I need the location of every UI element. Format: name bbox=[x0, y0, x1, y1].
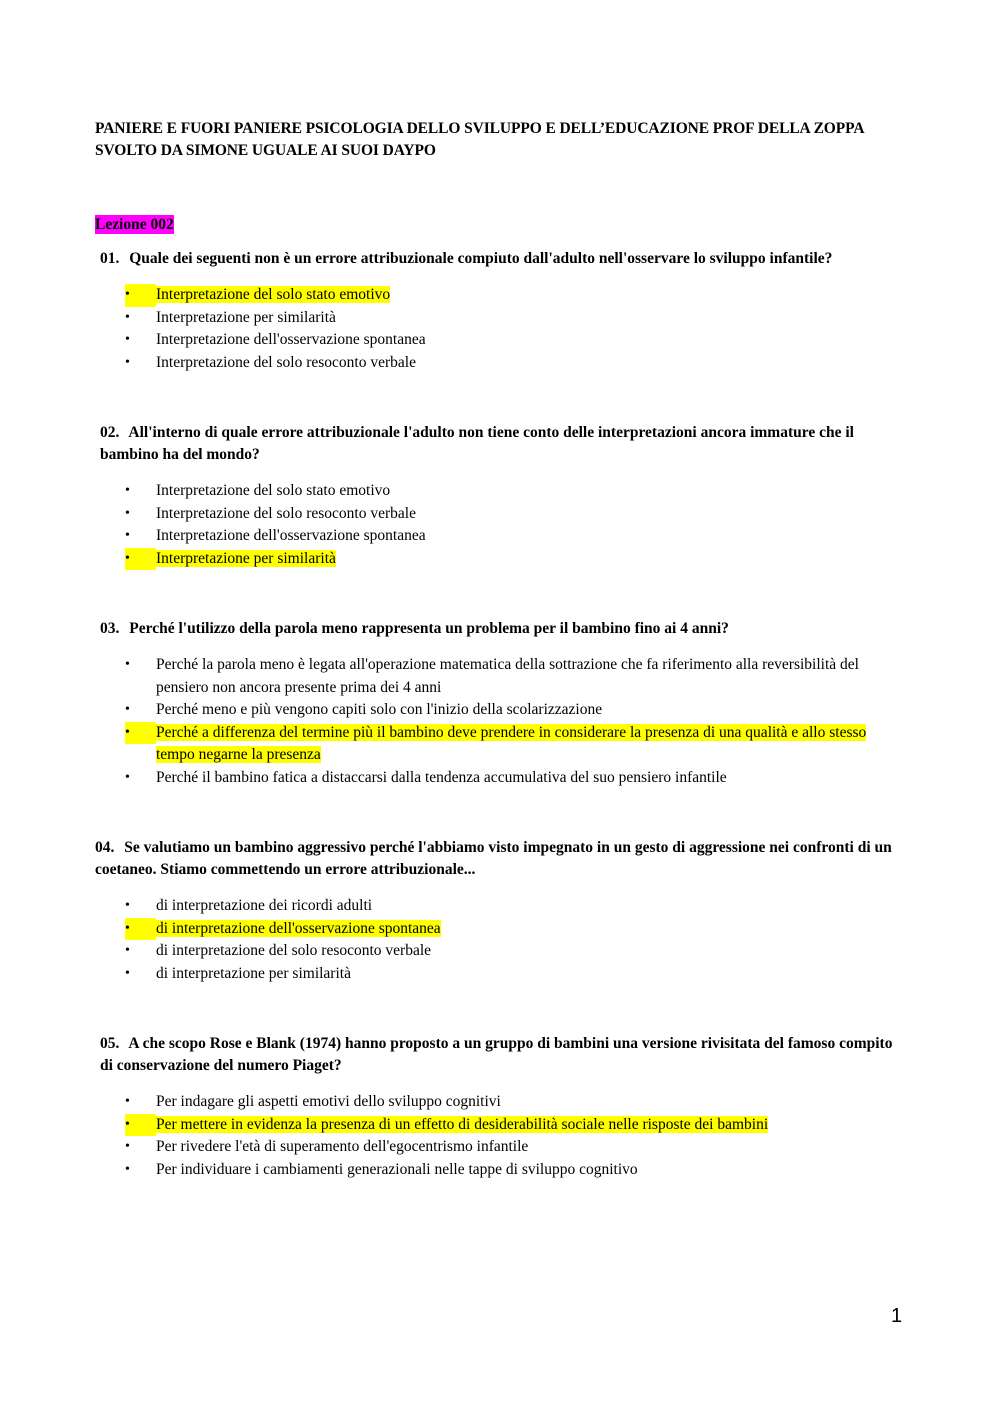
answer-item bbox=[95, 307, 905, 330]
answer-item bbox=[95, 525, 905, 548]
spacer bbox=[95, 985, 905, 1033]
answer-item-correct bbox=[95, 284, 905, 307]
bullet-icon: • bbox=[125, 548, 156, 571]
bullet-icon: • bbox=[125, 1114, 156, 1137]
bullet-icon: • bbox=[125, 483, 130, 498]
answer-text: di interpretazione dell'osservazione spontanea bbox=[156, 919, 441, 937]
question-label: A che scopo Rose e Blank (1974) hanno proposto a un gruppo di bambini una versione rivisitata del famoso compito di conservazione del numero Piaget? bbox=[100, 1035, 893, 1074]
question-text bbox=[95, 618, 905, 640]
answer-item bbox=[95, 1136, 905, 1159]
answer-item bbox=[95, 767, 905, 790]
answer-list bbox=[95, 654, 905, 789]
bullet-icon: • bbox=[125, 965, 130, 981]
bullet-icon: • bbox=[125, 1139, 130, 1154]
answer-text: di interpretazione dei ricordi adulti bbox=[156, 897, 373, 914]
answer-text: Interpretazione dell'osservazione spontanea bbox=[156, 527, 426, 544]
bullet-icon: • bbox=[125, 284, 156, 307]
question-block bbox=[95, 1033, 905, 1181]
answer-item bbox=[95, 940, 905, 963]
bullet-icon: • bbox=[125, 332, 130, 347]
question-number: 01. bbox=[100, 250, 120, 267]
bullet-icon: • bbox=[125, 657, 130, 672]
answer-item bbox=[95, 503, 905, 526]
answer-item bbox=[95, 963, 905, 986]
question-text bbox=[95, 248, 905, 270]
page-number: 1 bbox=[891, 1305, 903, 1327]
answer-text: Interpretazione del solo resoconto verbale bbox=[156, 353, 416, 371]
question-text bbox=[95, 837, 905, 881]
answer-item-correct bbox=[95, 1114, 905, 1137]
answer-item bbox=[95, 1159, 905, 1182]
answer-text: Interpretazione dell'osservazione spontanea bbox=[156, 331, 426, 348]
answer-text: Perché la parola meno è legata all'operazione matematica della sottrazione che fa riferimento alla reversibilità del pensiero non ancora presente prima dei 4 anni bbox=[156, 656, 859, 696]
answer-text: Interpretazione del solo stato emotivo bbox=[156, 286, 391, 303]
answer-text: Per individuare i cambiamenti generazionali nelle tappe di sviluppo cognitivo bbox=[156, 1160, 638, 1178]
question-label: All'interno di quale errore attribuzionale l'adulto non tiene conto delle interpretazioni ancora immature che il bambino ha del mondo? bbox=[100, 424, 854, 463]
question-label: Quale dei seguenti non è un errore attribuzionale compiuto dall'adulto nell'osservare lo sviluppo infantile? bbox=[129, 250, 833, 267]
answer-item bbox=[95, 1091, 905, 1114]
answer-text: Per indagare gli aspetti emotivi dello sviluppo cognitivi bbox=[156, 1093, 501, 1110]
document-title: PANIERE E FUORI PANIERE PSICOLOGIA DELLO SVILUPPO E DELL’EDUCAZIONE PROF DELLA ZOPPA SVOLTO DA SIMONE UGUALE AI SUOI DAYPO bbox=[95, 120, 864, 159]
answer-text: Per rivedere l'età di superamento dell'egocentrismo infantile bbox=[156, 1138, 529, 1155]
document-page bbox=[95, 118, 905, 1181]
bullet-icon: • bbox=[125, 505, 130, 521]
spacer bbox=[95, 789, 905, 837]
question-label: Se valutiamo un bambino aggressivo perché l'abbiamo visto impegnato in un gesto di aggressione nei confronti di un coetaneo. Stiamo commettendo un errore attribuzionale... bbox=[95, 839, 892, 878]
question-text bbox=[95, 422, 905, 466]
bullet-icon: • bbox=[125, 354, 130, 370]
answer-item-correct bbox=[95, 722, 905, 767]
question-label: Perché l'utilizzo della parola meno rappresenta un problema per il bambino fino ai 4 anni? bbox=[129, 620, 729, 637]
spacer bbox=[95, 570, 905, 618]
question-text bbox=[95, 1033, 905, 1077]
answer-text: Perché a differenza del termine più il bambino deve prendere in considerare la presenza di una qualità e allo stesso tempo negarne la presenza bbox=[156, 723, 867, 763]
answer-text: di interpretazione per similarità bbox=[156, 964, 351, 982]
answer-list bbox=[95, 480, 905, 570]
bullet-icon: • bbox=[125, 1161, 130, 1177]
question-number: 03. bbox=[100, 620, 120, 637]
answer-text: Perché il bambino fatica a distaccarsi dalla tendenza accumulativa del suo pensiero infantile bbox=[156, 768, 727, 786]
answer-text: di interpretazione del solo resoconto verbale bbox=[156, 942, 432, 959]
bullet-icon: • bbox=[125, 528, 130, 543]
answer-list bbox=[95, 284, 905, 374]
lesson-heading bbox=[95, 214, 905, 236]
question-number: 05. bbox=[100, 1035, 120, 1052]
question-block bbox=[95, 837, 905, 985]
answer-item bbox=[95, 654, 905, 699]
answer-item bbox=[95, 352, 905, 375]
bullet-icon: • bbox=[125, 1094, 130, 1109]
answer-item bbox=[95, 895, 905, 918]
answer-item bbox=[95, 699, 905, 722]
question-list bbox=[95, 248, 905, 1181]
answer-text: Interpretazione per similarità bbox=[156, 549, 336, 567]
bullet-icon: • bbox=[125, 309, 130, 325]
question-block bbox=[95, 422, 905, 570]
answer-list bbox=[95, 895, 905, 985]
answer-text: Perché meno e più vengono capiti solo con l'inizio della scolarizzazione bbox=[156, 701, 603, 718]
question-block bbox=[95, 618, 905, 789]
bullet-icon: • bbox=[125, 702, 130, 717]
question-number: 04. bbox=[95, 839, 115, 856]
answer-item-correct bbox=[95, 548, 905, 571]
answer-item bbox=[95, 329, 905, 352]
answer-text: Per mettere in evidenza la presenza di un effetto di desiderabilità sociale nelle risposte dei bambini bbox=[156, 1115, 769, 1133]
answer-item bbox=[95, 480, 905, 503]
bullet-icon: • bbox=[125, 918, 156, 941]
question-block bbox=[95, 248, 905, 374]
bullet-icon: • bbox=[125, 898, 130, 913]
lesson-label: Lezione 002 bbox=[95, 216, 174, 233]
answer-text: Interpretazione per similarità bbox=[156, 308, 336, 326]
question-number: 02. bbox=[100, 424, 120, 441]
spacer bbox=[95, 374, 905, 422]
bullet-icon: • bbox=[125, 943, 130, 958]
answer-text: Interpretazione del solo resoconto verbale bbox=[156, 504, 416, 522]
bullet-icon: • bbox=[125, 769, 130, 785]
answer-item-correct bbox=[95, 918, 905, 941]
bullet-icon: • bbox=[125, 722, 156, 745]
answer-text: Interpretazione del solo stato emotivo bbox=[156, 482, 391, 499]
answer-list bbox=[95, 1091, 905, 1181]
